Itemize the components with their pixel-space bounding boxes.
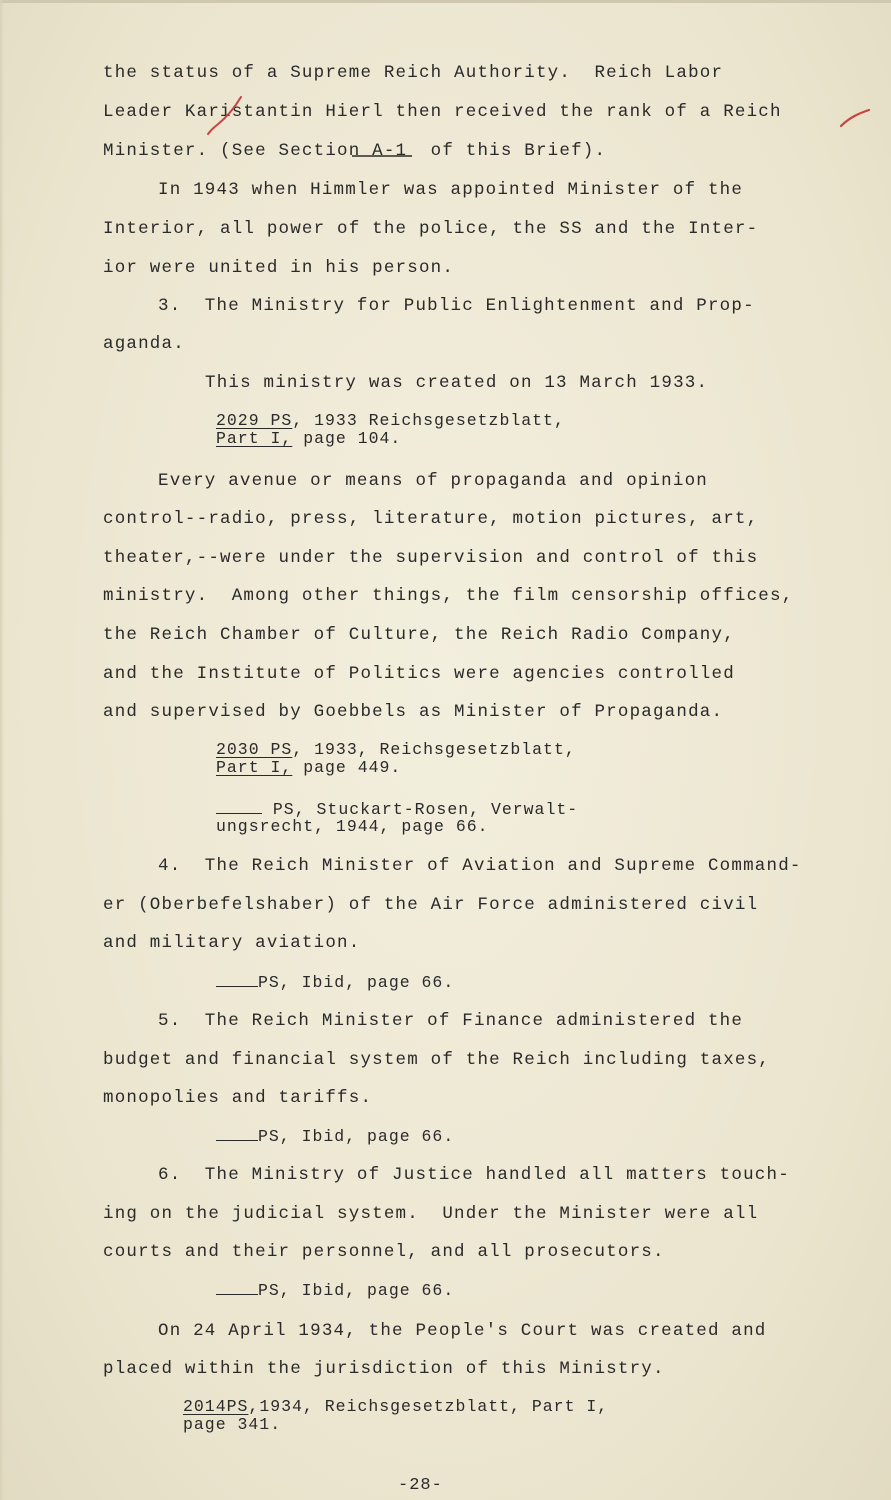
body-line: theater,--were under the supervision and control of this [103, 548, 759, 568]
citation-overline [183, 1414, 211, 1425]
section-ref-underline [352, 152, 414, 160]
body-line: Interior, all power of the police, the SS and the Inter- [103, 219, 759, 239]
citation [216, 412, 565, 429]
citation-text: page 449. [292, 758, 402, 777]
body-line: budget and financial system of the Reich including taxes, [103, 1050, 770, 1070]
citation-text: ,1934, Reichsgesetzblatt, Part I, [248, 1397, 609, 1416]
citation-blank [216, 973, 258, 987]
body-line: and supervised by Goebbels as Minister of Propaganda. [103, 702, 724, 722]
citation-text: PS, Ibid, page 66. [258, 1127, 455, 1146]
citation [216, 759, 401, 776]
citation [183, 1398, 608, 1415]
body-line: monopolies and tariffs. [103, 1088, 373, 1108]
body-line: ministry. Among other things, the film censorship offices, [103, 586, 794, 606]
citation-text: PS, Ibid, page 66. [258, 973, 455, 992]
citation: ungsrecht, 1944, page 66. [216, 817, 489, 836]
body-line: On 24 April 1934, the People's Court was created and [158, 1321, 767, 1341]
citation-text: PS, Stuckart-Rosen, Verwalt- [272, 800, 579, 819]
citation [216, 430, 401, 447]
page-top-edge [0, 0, 891, 3]
section-heading: 6. The Ministry of Justice handled all matters touch- [158, 1165, 790, 1185]
citation [216, 800, 578, 818]
citation-text: , 1933, Reichsgesetzblatt, [292, 740, 576, 759]
body-line: This ministry was created on 13 March 1933. [205, 373, 709, 393]
red-strike-mark [205, 93, 245, 137]
body-line: In 1943 when Himmler was appointed Minister of the [158, 180, 744, 200]
citation-text: page 341. [183, 1415, 282, 1434]
citation [216, 741, 576, 758]
page-number: -28- [398, 1476, 443, 1495]
section-heading: aganda. [103, 334, 185, 354]
body-line: courts and their personnel, and all prosecutors. [103, 1242, 665, 1262]
citation [216, 973, 454, 991]
body-line: Leader Karistantin Hierl then received the rank of a Reich [103, 102, 782, 122]
body-line: er (Oberbefelshaber) of the Air Force administered civil [103, 895, 759, 915]
body-line: ior were united in his person. [103, 258, 455, 278]
citation-doc-number: 2029 PS [216, 411, 293, 430]
citation [216, 1127, 454, 1145]
section-heading: 4. The Reich Minister of Aviation and Supreme Command- [158, 856, 802, 876]
section-heading: 3. The Ministry for Public Enlightenment and Prop- [158, 296, 755, 316]
citation-blank [216, 800, 262, 814]
citation-part: Part I, [216, 429, 293, 448]
body-line: the Reich Chamber of Culture, the Reich Radio Company, [103, 625, 735, 645]
citation-part: Part I, [216, 758, 293, 777]
body-line: and military aviation. [103, 933, 361, 953]
citation-blank [216, 1281, 258, 1295]
section-heading: 5. The Reich Minister of Finance administered the [158, 1011, 744, 1031]
body-line: control--radio, press, literature, motion pictures, art, [103, 509, 759, 529]
citation-blank [216, 1127, 258, 1141]
red-margin-tick [838, 107, 872, 129]
page-left-edge [0, 0, 4, 1500]
citation [216, 1281, 454, 1299]
body-line: placed within the jurisdiction of this Ministry. [103, 1359, 665, 1379]
body-line: the status of a Supreme Reich Authority. Reich Labor [103, 63, 724, 83]
citation-doc-number: 2014PS [183, 1397, 249, 1416]
body-line: Every avenue or means of propaganda and opinion [158, 471, 708, 491]
citation-text: , 1933 Reichsgesetzblatt, [292, 411, 565, 430]
citation [183, 1416, 281, 1433]
citation-doc-number: 2030 PS [216, 740, 293, 759]
body-line: and the Institute of Politics were agencies controlled [103, 664, 735, 684]
citation-text: PS, Ibid, page 66. [258, 1281, 455, 1300]
body-line: ing on the judicial system. Under the Minister were all [103, 1204, 759, 1224]
body-line: Minister. (See Section A-1 of this Brief). [103, 141, 607, 161]
citation-text: page 104. [292, 429, 402, 448]
